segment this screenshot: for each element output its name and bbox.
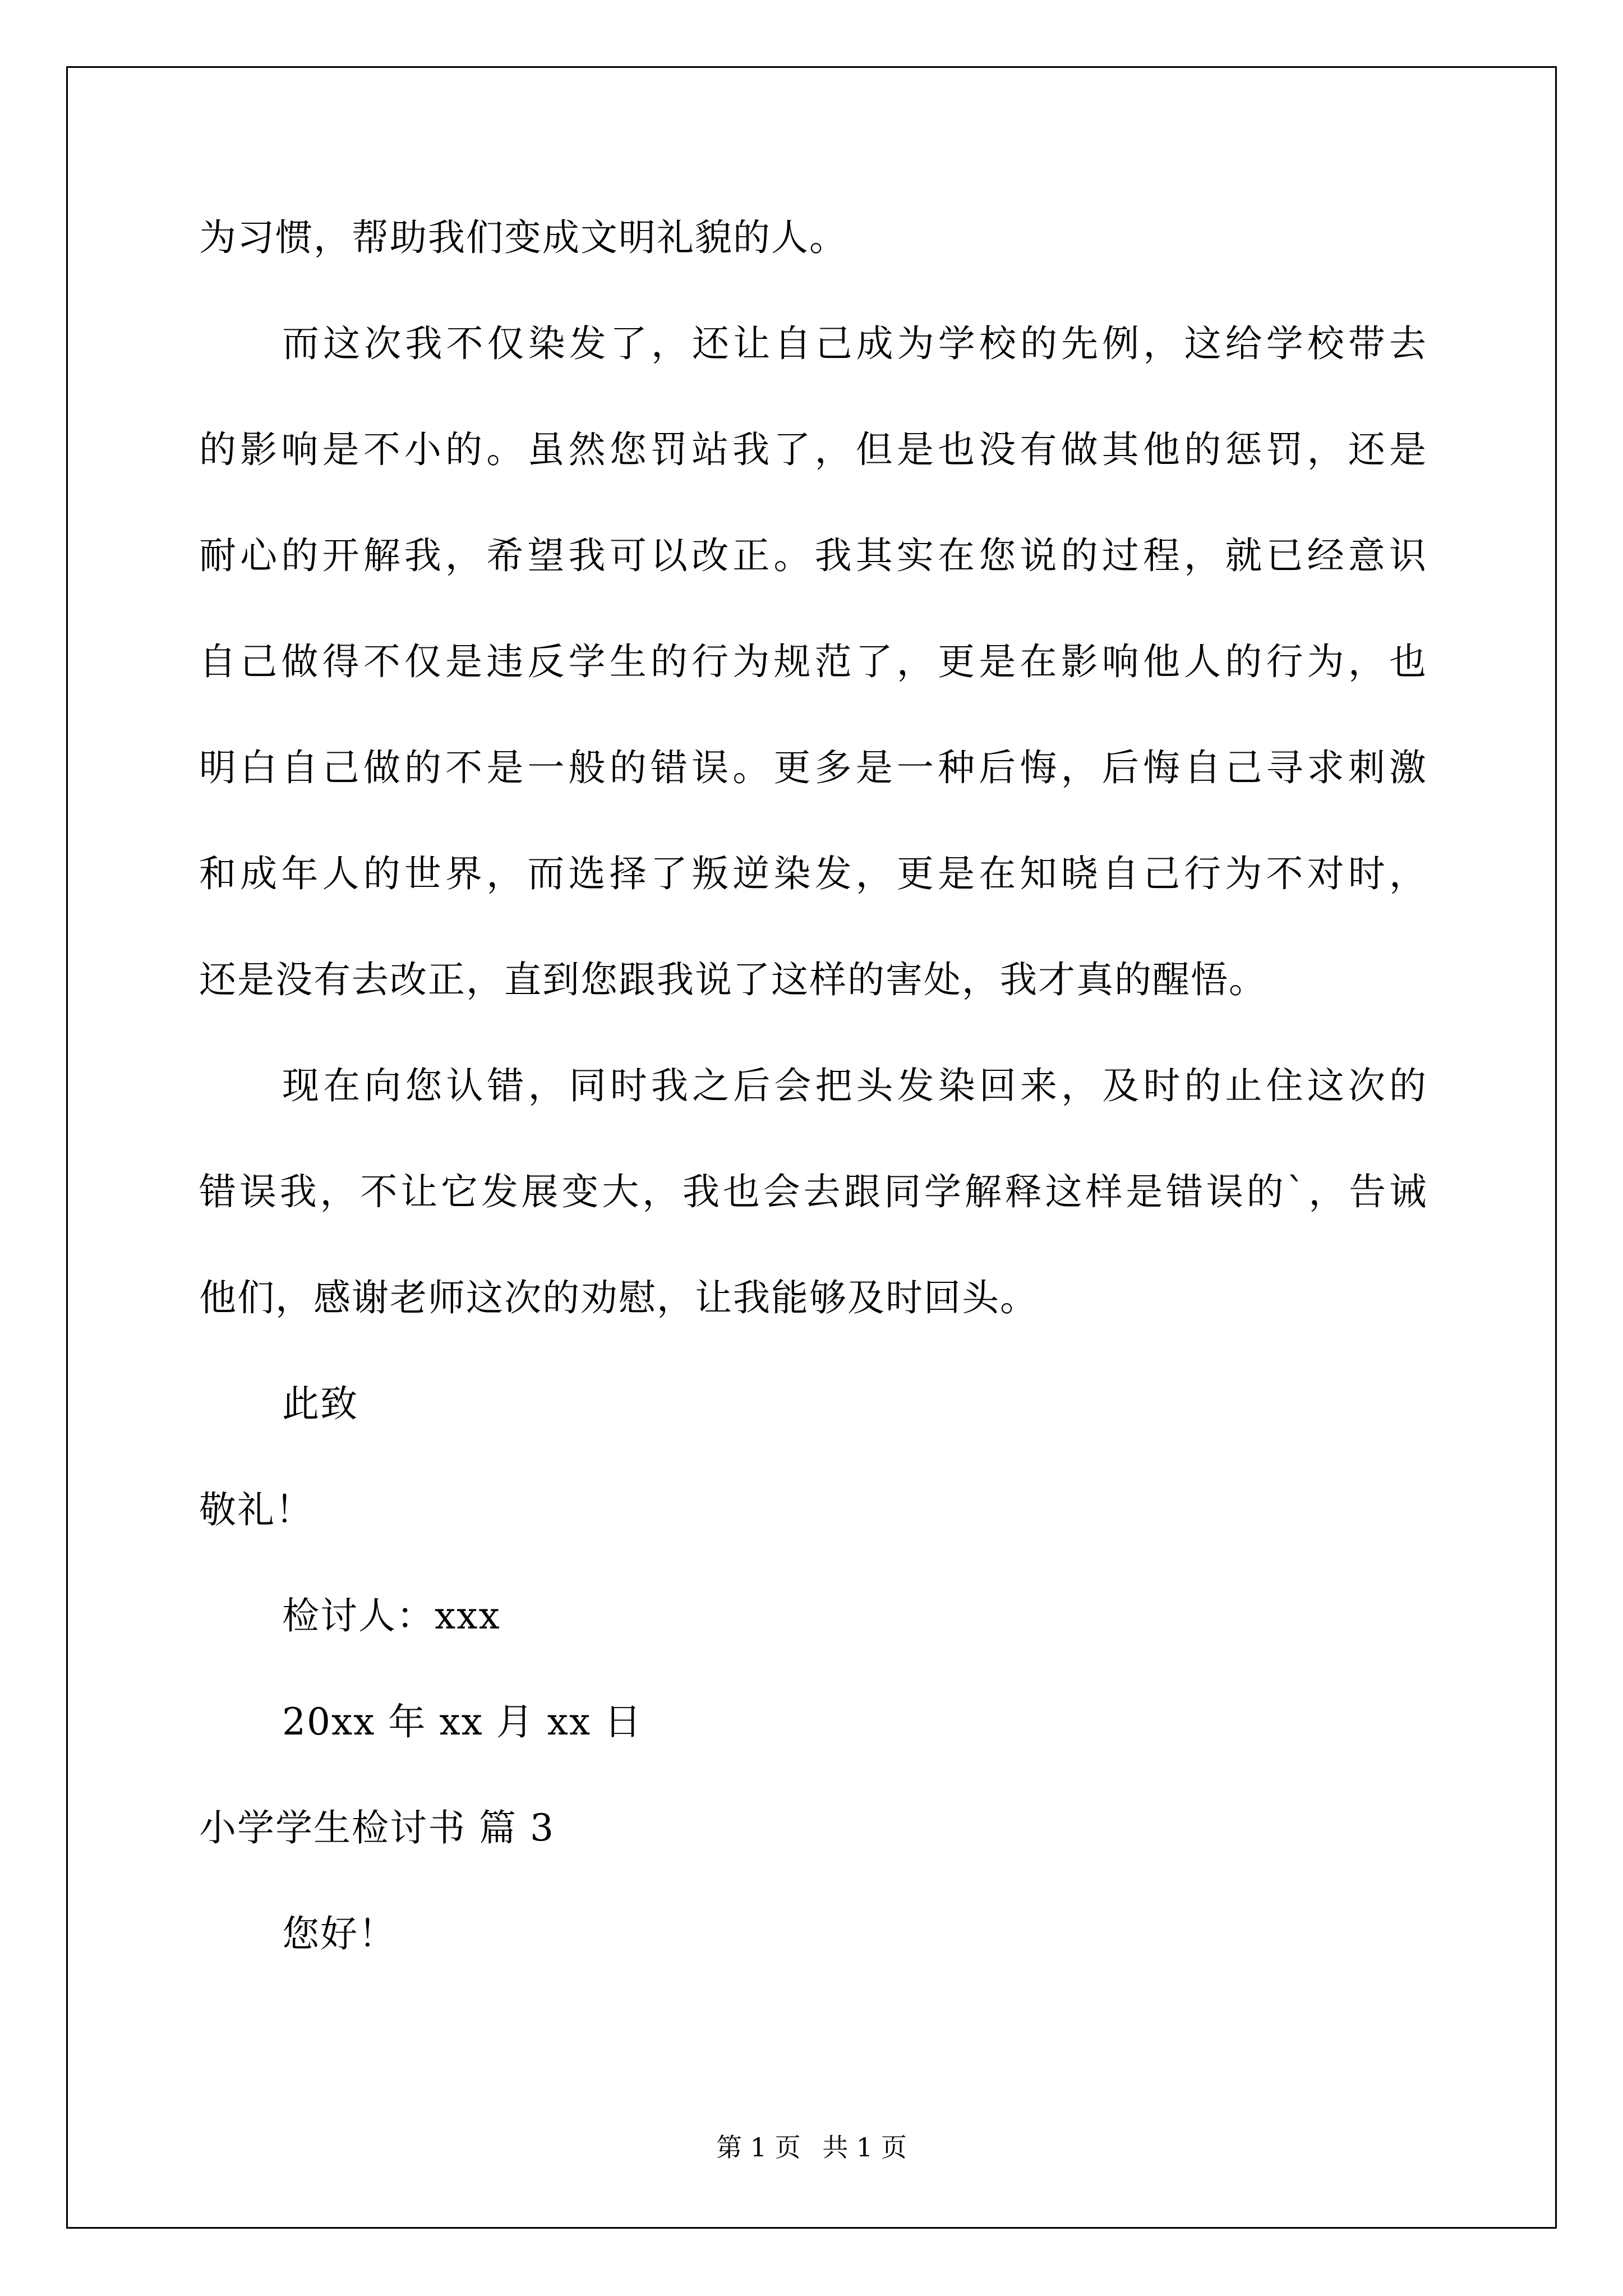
section-heading: 小学学生检讨书 篇 3 <box>199 1806 555 1849</box>
text-line-8: 还是没有去改正，直到您跟我说了这样的害处，我才真的醒悟。 <box>199 958 1267 1001</box>
page-number-total: 共 1 页 <box>822 2132 907 2162</box>
text-line-3: 的影响是不小的。虽然您罚站我了，但是也没有做其他的惩罚，还是 <box>199 428 1427 471</box>
page-number-current: 第 1 页 <box>716 2132 801 2162</box>
page-border <box>66 66 1557 2229</box>
text-line-7: 和成年人的世界，而选择了叛逆染发，更是在知晓自己行为不对时， <box>199 852 1427 895</box>
closing-regards: 敬礼！ <box>199 1488 313 1531</box>
closing-salutation: 此致 <box>282 1382 358 1425</box>
text-line-4: 耐心的开解我，希望我可以改正。我其实在您说的过程，就已经意识 <box>199 534 1427 577</box>
greeting: 您好！ <box>282 1912 396 1955</box>
paragraph-start: 现在向您认错，同时我之后会把头发染回来，及时的止住这次的 <box>282 1064 1427 1107</box>
paragraph-start: 而这次我不仅染发了，还让自己成为学校的先例，这给学校带去 <box>282 322 1427 365</box>
text-line-1: 为习惯，帮助我们变成文明礼貌的人。 <box>199 216 847 259</box>
text-line-10: 错误我，不让它发展变大，我也会去跟同学解释这样是错误的`，告诫 <box>199 1170 1427 1213</box>
signature-name: 检讨人：xxx <box>282 1594 501 1637</box>
signature-date: 20xx 年 xx 月 xx 日 <box>282 1700 643 1743</box>
page-footer <box>0 2132 1623 2163</box>
text-line-5: 自己做得不仅是违反学生的行为规范了，更是在影响他人的行为，也 <box>199 640 1427 683</box>
text-line-6: 明白自己做的不是一般的错误。更多是一种后悔，后悔自己寻求刺激 <box>199 746 1427 789</box>
text-line-11: 他们，感谢老师这次的劝慰，让我能够及时回头。 <box>199 1276 1038 1319</box>
